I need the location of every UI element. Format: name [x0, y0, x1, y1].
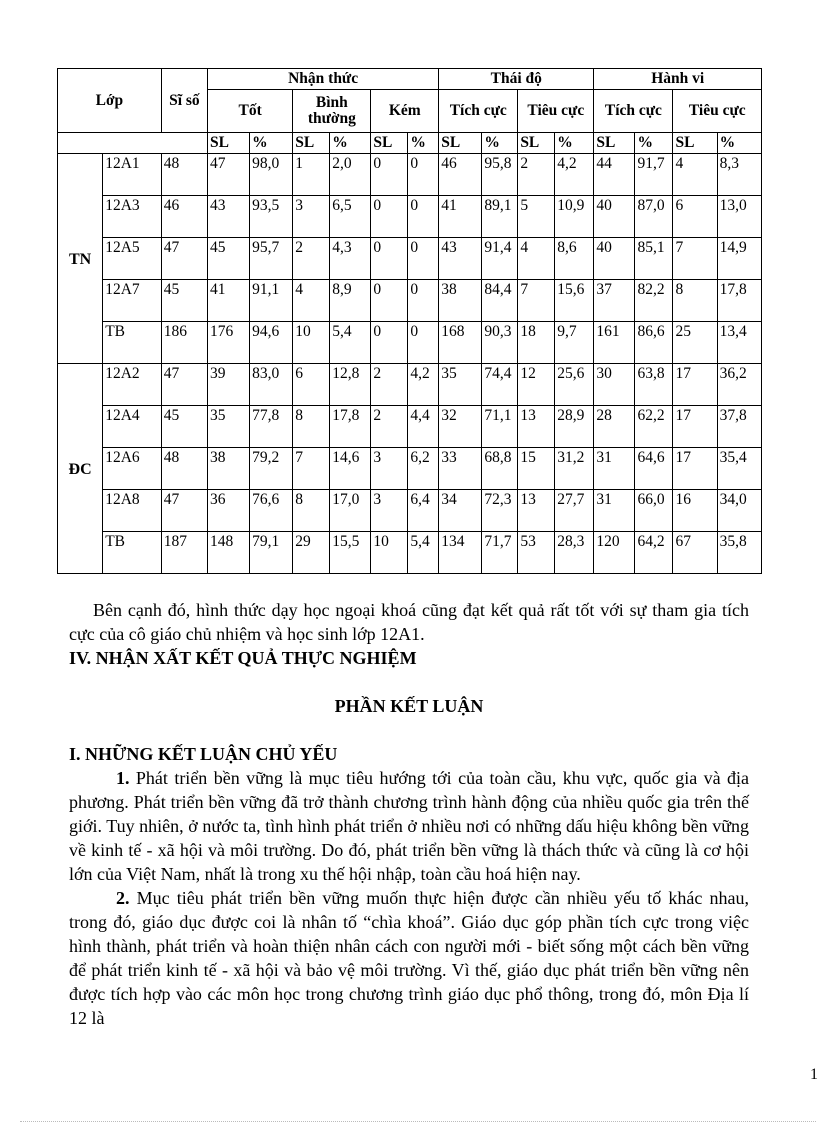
class-name-cell: 12A3: [103, 196, 162, 238]
page-number: 1: [810, 1066, 818, 1083]
table-cell: 0: [408, 154, 439, 196]
table-cell: 17: [673, 406, 717, 448]
table-cell: 83,0: [250, 364, 293, 406]
table-cell: 6,2: [408, 448, 439, 490]
table-row: [58, 364, 762, 406]
table-cell: 87,0: [635, 196, 673, 238]
table-cell: 43: [439, 238, 482, 280]
table-cell: 14,6: [330, 448, 371, 490]
table-cell: 13: [518, 490, 555, 532]
table-cell: 7: [518, 280, 555, 322]
table-cell: 2: [371, 406, 408, 448]
table-cell: 15,5: [330, 532, 371, 574]
table-cell: 4: [518, 238, 555, 280]
table-cell: 120: [594, 532, 635, 574]
table-cell: 30: [594, 364, 635, 406]
header-kem: Kém: [371, 90, 439, 133]
header-blank: [58, 133, 208, 154]
table-cell: 43: [208, 196, 250, 238]
class-name-cell: TB: [103, 532, 162, 574]
table-cell: 31: [594, 448, 635, 490]
table-cell: 48: [161, 448, 207, 490]
table-cell: 9,7: [555, 322, 594, 364]
table-cell: 46: [439, 154, 482, 196]
results-table: [57, 68, 762, 574]
table-cell: 91,7: [635, 154, 673, 196]
table-cell: 0: [408, 196, 439, 238]
table-cell: 48: [161, 154, 207, 196]
table-cell: 38: [208, 448, 250, 490]
table-cell: 8: [293, 406, 330, 448]
table-cell: 37,8: [717, 406, 761, 448]
table-cell: 4: [673, 154, 717, 196]
text-block-conclusion: [69, 694, 749, 718]
table-cell: 0: [408, 280, 439, 322]
table-cell: 2: [371, 364, 408, 406]
table-cell: 29: [293, 532, 330, 574]
class-name-cell: 12A2: [103, 364, 162, 406]
table-cell: 25: [673, 322, 717, 364]
header-pct: %: [330, 133, 371, 154]
group-label: ĐC: [58, 364, 103, 574]
table-cell: 62,2: [635, 406, 673, 448]
header-pct: %: [482, 133, 518, 154]
header-sl: SL: [594, 133, 635, 154]
table-cell: 13,0: [717, 196, 761, 238]
table-row: [58, 196, 762, 238]
table-cell: 36: [208, 490, 250, 532]
table-cell: 85,1: [635, 238, 673, 280]
table-cell: 187: [161, 532, 207, 574]
table-cell: 35: [439, 364, 482, 406]
table-cell: 0: [408, 322, 439, 364]
table-cell: 176: [208, 322, 250, 364]
header-sl: SL: [371, 133, 408, 154]
table-cell: 63,8: [635, 364, 673, 406]
table-row: [58, 280, 762, 322]
table-cell: 86,6: [635, 322, 673, 364]
header-sl: SL: [293, 133, 330, 154]
table-cell: 12: [518, 364, 555, 406]
table-cell: 79,1: [250, 532, 293, 574]
table-cell: 4,2: [408, 364, 439, 406]
conclusion-item-1: [69, 766, 749, 886]
header-nhan-thuc: Nhận thức: [208, 69, 439, 90]
class-name-cell: 12A4: [103, 406, 162, 448]
table-cell: 95,7: [250, 238, 293, 280]
table-cell: 5,4: [330, 322, 371, 364]
table-cell: 94,6: [250, 322, 293, 364]
table-cell: 7: [293, 448, 330, 490]
table-cell: 31,2: [555, 448, 594, 490]
conclusion-item-2: [69, 886, 749, 1030]
table-cell: 168: [439, 322, 482, 364]
table-cell: 15,6: [555, 280, 594, 322]
table-cell: 71,1: [482, 406, 518, 448]
table-cell: 0: [371, 196, 408, 238]
table-cell: 148: [208, 532, 250, 574]
table-cell: 45: [161, 280, 207, 322]
table-cell: 4,3: [330, 238, 371, 280]
table-cell: 0: [371, 280, 408, 322]
group-label: TN: [58, 154, 103, 364]
table-cell: 44: [594, 154, 635, 196]
table-cell: 5: [518, 196, 555, 238]
item-text: Phát triển bền vững là mục tiêu hướng tới của toàn cầu, khu vực, quốc gia và địa phương. Phát triển bền vững đã trở thành chương trình hành động của nhiều quốc gia trên thế giới. Tuy nhiên, ở nước ta, tình hình phát triển ở nhiều nơi có những dấu hiệu không bền vững về kinh tế - xã hội và môi trường. Do đó, phát triển bền vững là thách thức và cũng là cơ hội lớn của Việt Nam, nhất là trong xu thế hội nhập, toàn cầu hoá hiện nay.: [69, 768, 749, 884]
header-thai-do: Thái độ: [439, 69, 594, 90]
table-cell: 41: [439, 196, 482, 238]
table-cell: 7: [673, 238, 717, 280]
table-row: [58, 532, 762, 574]
table-cell: 5,4: [408, 532, 439, 574]
table-cell: 8,6: [555, 238, 594, 280]
table-cell: 12,8: [330, 364, 371, 406]
table-cell: 74,4: [482, 364, 518, 406]
header-pct: %: [250, 133, 293, 154]
class-name-cell: 12A6: [103, 448, 162, 490]
table-cell: 35,4: [717, 448, 761, 490]
table-cell: 31: [594, 490, 635, 532]
table-cell: 25,6: [555, 364, 594, 406]
table-cell: 68,8: [482, 448, 518, 490]
text-block-main: [69, 742, 749, 1030]
table-cell: 45: [208, 238, 250, 280]
header-sl: SL: [208, 133, 250, 154]
table-cell: 6: [293, 364, 330, 406]
table-cell: 28,9: [555, 406, 594, 448]
table-cell: 8: [673, 280, 717, 322]
table-cell: 2: [293, 238, 330, 280]
table-cell: 41: [208, 280, 250, 322]
header-tot: Tốt: [208, 90, 293, 133]
table-row: [58, 154, 762, 196]
table-cell: 98,0: [250, 154, 293, 196]
table-cell: 76,6: [250, 490, 293, 532]
table-cell: 37: [594, 280, 635, 322]
header-tich-cuc: Tích cực: [439, 90, 518, 133]
table-cell: 40: [594, 238, 635, 280]
table-cell: 34,0: [717, 490, 761, 532]
table-cell: 95,8: [482, 154, 518, 196]
table-cell: 47: [208, 154, 250, 196]
table-cell: 32: [439, 406, 482, 448]
heading-experiment-review: IV. NHẬN XẤT KẾT QUẢ THỰC NGHIỆM: [69, 648, 417, 668]
table-cell: 8: [293, 490, 330, 532]
table-cell: 4: [293, 280, 330, 322]
table-cell: 46: [161, 196, 207, 238]
table-cell: 72,3: [482, 490, 518, 532]
table-cell: 77,8: [250, 406, 293, 448]
table-cell: 161: [594, 322, 635, 364]
table-cell: 64,2: [635, 532, 673, 574]
item-text: Mục tiêu phát triển bền vững muốn thực hiện được cần nhiều yếu tố khác nhau, trong đó, giáo dục được coi là nhân tố “chìa khoá”. Giáo dục góp phần tích cực trong việc hình thành, phát triển và hoàn thiện nhân cách con người mới - biết sống một cách bền vững để phát triển kinh tế - xã hội và bảo vệ môi trường. Vì thế, giáo dục phát triển bền vững nên được tích hợp vào các môn học trong chương trình giáo dục phổ thông, trong đó, môn Địa lí 12 là: [69, 888, 749, 1028]
table-cell: 67: [673, 532, 717, 574]
table-cell: 3: [371, 490, 408, 532]
header-sl: SL: [439, 133, 482, 154]
heading-main-conclusions: I. NHỮNG KẾT LUẬN CHỦ YẾU: [69, 744, 338, 764]
table-cell: 27,7: [555, 490, 594, 532]
table-cell: 134: [439, 532, 482, 574]
header-lop: Lớp: [58, 69, 162, 133]
table-row: [58, 406, 762, 448]
header-pct: %: [555, 133, 594, 154]
table-cell: 6,5: [330, 196, 371, 238]
table-cell: 90,3: [482, 322, 518, 364]
table-cell: 79,2: [250, 448, 293, 490]
table-cell: 17,8: [717, 280, 761, 322]
table-cell: 10: [371, 532, 408, 574]
table-cell: 10,9: [555, 196, 594, 238]
table-cell: 13,4: [717, 322, 761, 364]
page-divider: [20, 1121, 816, 1122]
table-cell: 45: [161, 406, 207, 448]
table-cell: 53: [518, 532, 555, 574]
table-cell: 4,2: [555, 154, 594, 196]
table-row: [58, 490, 762, 532]
table-cell: 71,7: [482, 532, 518, 574]
table-cell: 10: [293, 322, 330, 364]
header-tich-cuc: Tích cực: [594, 90, 673, 133]
table-cell: 14,9: [717, 238, 761, 280]
header-tieu-cuc: Tiêu cực: [673, 90, 762, 133]
header-sl: SL: [518, 133, 555, 154]
header-hanh-vi: Hành vi: [594, 69, 762, 90]
table-cell: 66,0: [635, 490, 673, 532]
header-binh-thuong: Bình thường: [293, 90, 371, 133]
table-cell: 35: [208, 406, 250, 448]
paragraph-extracurricular: Bên cạnh đó, hình thức dạy học ngoại khoá cũng đạt kết quả rất tốt với sự tham gia tích cực của cô giáo chủ nhiệm và học sinh lớp 12A1.: [69, 600, 749, 644]
conclusion-title: PHẦN KẾT LUẬN: [334, 696, 484, 716]
table-cell: 2,0: [330, 154, 371, 196]
table-cell: 89,1: [482, 196, 518, 238]
table-cell: 186: [161, 322, 207, 364]
text-block-top: [69, 598, 749, 670]
table-cell: 35,8: [717, 532, 761, 574]
table-cell: 84,4: [482, 280, 518, 322]
table-cell: 47: [161, 238, 207, 280]
class-name-cell: TB: [103, 322, 162, 364]
table-cell: 1: [293, 154, 330, 196]
class-name-cell: 12A7: [103, 280, 162, 322]
table-cell: 8,3: [717, 154, 761, 196]
table-cell: 6: [673, 196, 717, 238]
table-cell: 28,3: [555, 532, 594, 574]
header-si-so: Sĩ số: [161, 69, 207, 133]
table-cell: 2: [518, 154, 555, 196]
table-cell: 28: [594, 406, 635, 448]
table-cell: 6,4: [408, 490, 439, 532]
table-cell: 91,1: [250, 280, 293, 322]
class-name-cell: 12A5: [103, 238, 162, 280]
table-cell: 0: [371, 238, 408, 280]
table-cell: 39: [208, 364, 250, 406]
table-cell: 18: [518, 322, 555, 364]
table-row: [58, 448, 762, 490]
table-cell: 15: [518, 448, 555, 490]
table-cell: 3: [371, 448, 408, 490]
table-cell: 13: [518, 406, 555, 448]
table-cell: 91,4: [482, 238, 518, 280]
table-cell: 17,8: [330, 406, 371, 448]
table-cell: 17,0: [330, 490, 371, 532]
table-cell: 16: [673, 490, 717, 532]
table-cell: 47: [161, 364, 207, 406]
table-cell: 0: [371, 322, 408, 364]
table-cell: 47: [161, 490, 207, 532]
item-number: 2.: [116, 888, 130, 908]
table-cell: 33: [439, 448, 482, 490]
table-cell: 38: [439, 280, 482, 322]
table-cell: 40: [594, 196, 635, 238]
table-cell: 8,9: [330, 280, 371, 322]
header-pct: %: [717, 133, 761, 154]
table-cell: 93,5: [250, 196, 293, 238]
table-cell: 17: [673, 364, 717, 406]
header-pct: %: [408, 133, 439, 154]
table-cell: 17: [673, 448, 717, 490]
table-row: [58, 322, 762, 364]
table-cell: 82,2: [635, 280, 673, 322]
header-tieu-cuc: Tiêu cực: [518, 90, 594, 133]
table-cell: 34: [439, 490, 482, 532]
table-cell: 0: [371, 154, 408, 196]
table-cell: 3: [293, 196, 330, 238]
header-sl: SL: [673, 133, 717, 154]
table-row: [58, 238, 762, 280]
table-cell: 64,6: [635, 448, 673, 490]
class-name-cell: 12A8: [103, 490, 162, 532]
class-name-cell: 12A1: [103, 154, 162, 196]
item-number: 1.: [116, 768, 130, 788]
table-cell: 4,4: [408, 406, 439, 448]
table-cell: 36,2: [717, 364, 761, 406]
table-cell: 0: [408, 238, 439, 280]
header-pct: %: [635, 133, 673, 154]
